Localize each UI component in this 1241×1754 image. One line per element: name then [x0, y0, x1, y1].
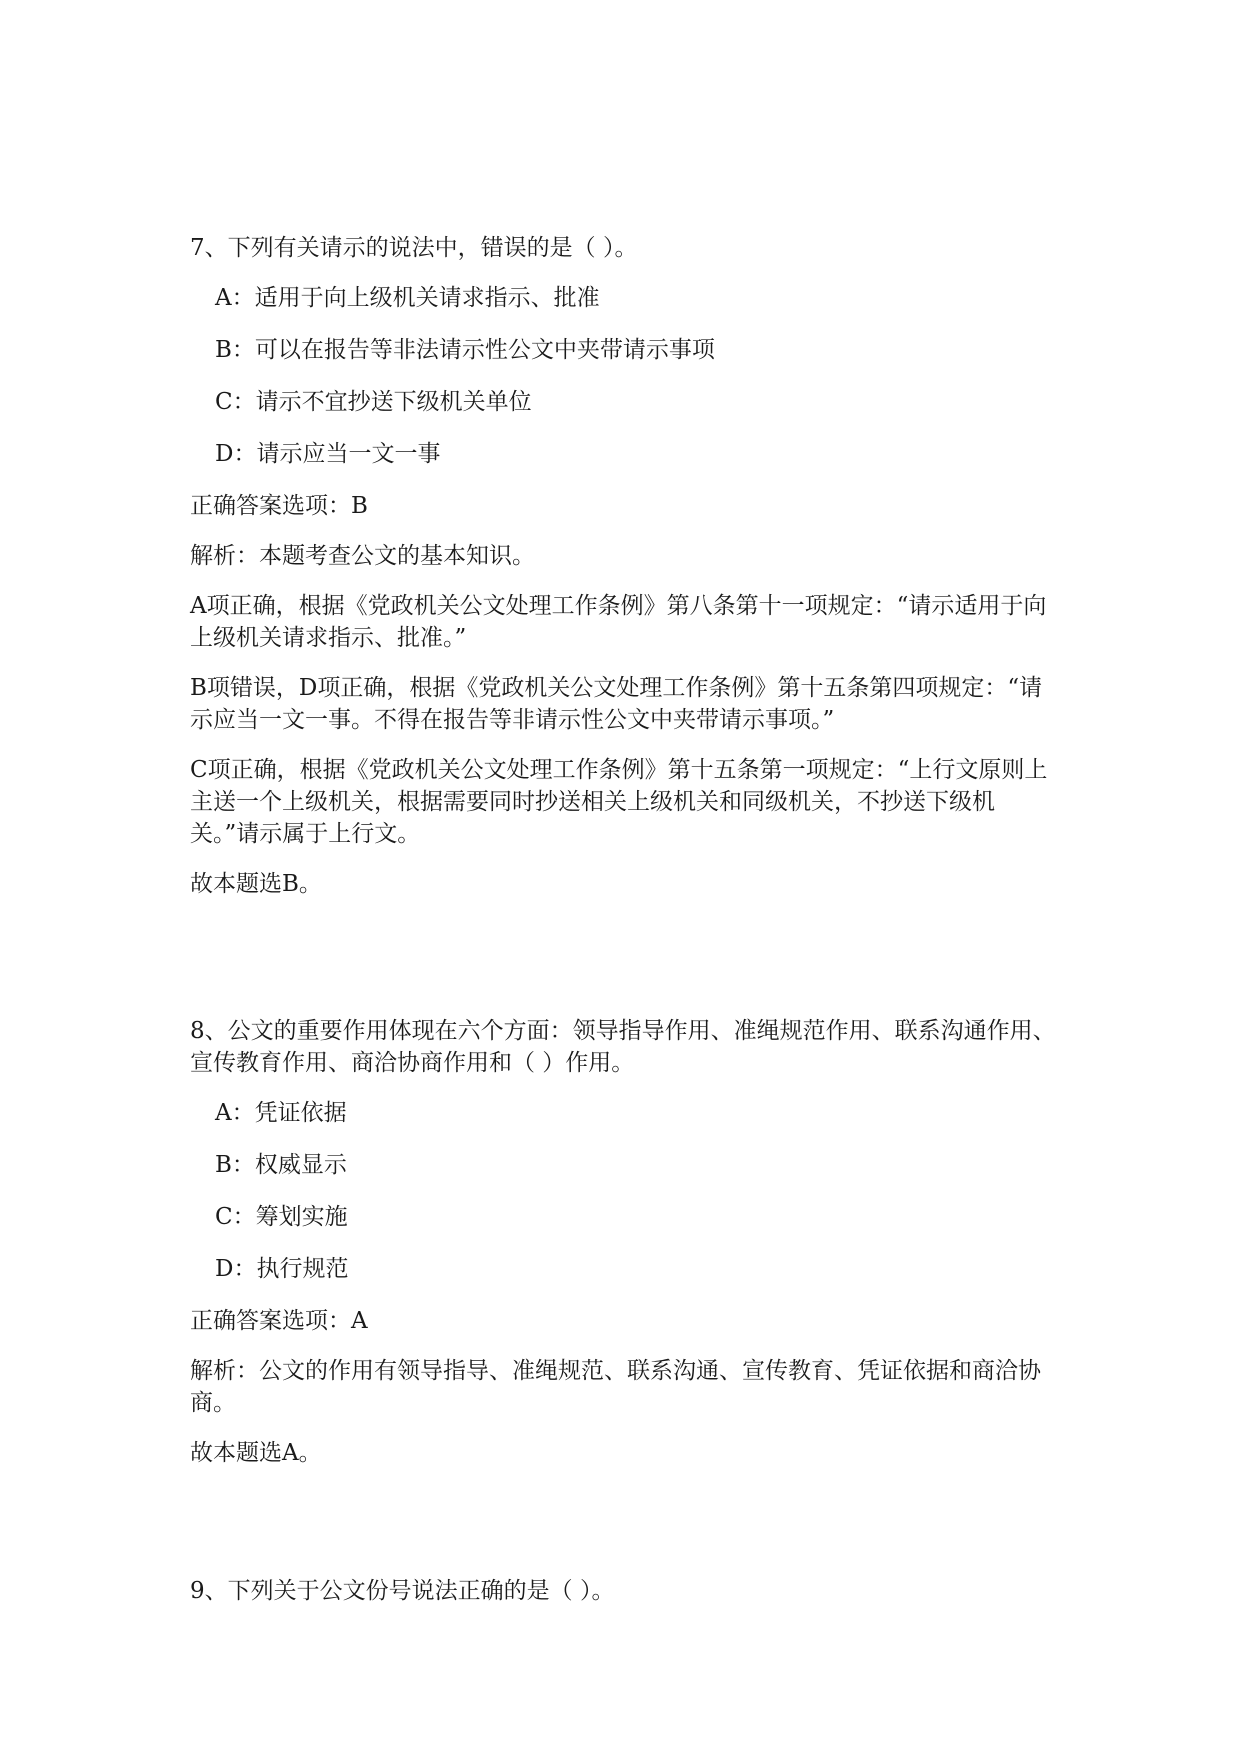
analysis-paragraph: 解析：本题考查公文的基本知识。 [190, 543, 535, 569]
option-b: B：权威显示 [215, 1152, 347, 1178]
option-a: A：凭证依据 [215, 1100, 347, 1126]
option-a: A：适用于向上级机关请求指示、批准 [215, 285, 600, 311]
option-b: B：可以在报告等非法请示性公文中夹带请示事项 [215, 337, 715, 363]
analysis-paragraph: C项正确，根据《党政机关公文处理工作条例》第十五条第一项规定：“上行文原则上主送一个上级机关，根据需要同时抄送相关上级机关和同级机关，不抄送下级机关。”请示属于上行文。 [190, 757, 1048, 847]
question-9 [190, 1575, 1060, 1625]
option-d: D：执行规范 [215, 1256, 349, 1282]
analysis-conclusion: 故本题选B。 [190, 871, 322, 897]
question-8 [190, 1015, 1060, 1487]
analysis-paragraph: A项正确，根据《党政机关公文处理工作条例》第八条第十一项规定：“请示适用于向上级机关请求指示、批准。” [190, 593, 1047, 651]
option-c: C：请示不宜抄送下级机关单位 [215, 389, 532, 415]
question-stem: 9、下列关于公文份号说法正确的是（ ）。 [190, 1578, 615, 1604]
question-stem: 7、下列有关请示的说法中，错误的是（ ）。 [190, 235, 638, 261]
option-d: D：请示应当一文一事 [215, 441, 441, 467]
correct-answer: 正确答案选项：B [190, 493, 368, 519]
analysis-conclusion: 故本题选A。 [190, 1440, 322, 1466]
question-7 [190, 232, 1060, 918]
question-stem: 8、公文的重要作用体现在六个方面：领导指导作用、准绳规范作用、联系沟通作用、宣传教育作用、商洽协商作用和（ ）作用。 [190, 1018, 1056, 1076]
correct-answer: 正确答案选项：A [190, 1308, 368, 1334]
analysis-paragraph: 解析：公文的作用有领导指导、准绳规范、联系沟通、宣传教育、凭证依据和商洽协商。 [190, 1358, 1041, 1416]
analysis-paragraph: B项错误，D项正确，根据《党政机关公文处理工作条例》第十五条第四项规定：“请示应当一文一事。不得在报告等非请示性公文中夹带请示事项。” [190, 675, 1043, 733]
option-c: C：筹划实施 [215, 1204, 348, 1230]
